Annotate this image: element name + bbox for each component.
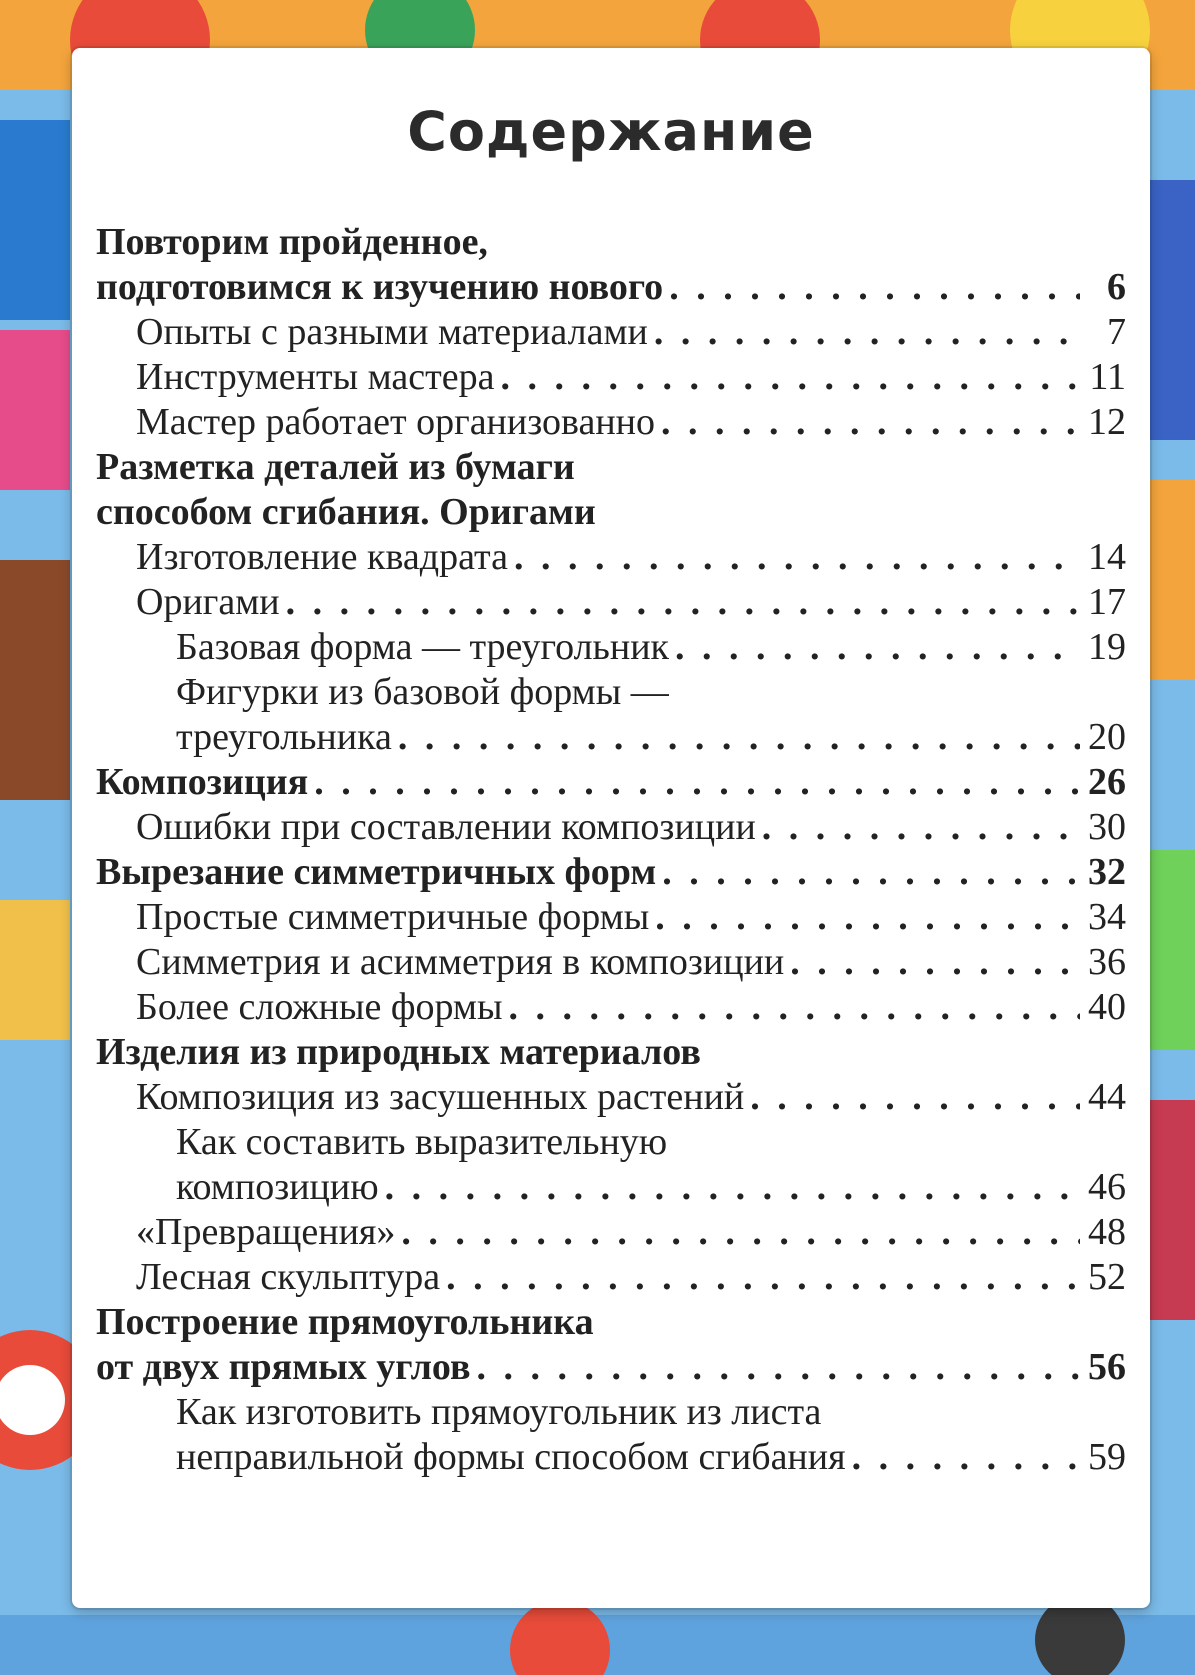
toc-page-number: 14: [1088, 536, 1126, 578]
toc-page-number: 11: [1089, 356, 1126, 398]
toc-page-number: 7: [1107, 311, 1126, 353]
toc-page-number: 46: [1088, 1166, 1126, 1208]
toc-line: [96, 445, 1126, 490]
toc-entry[interactable]: [96, 355, 1126, 400]
toc-entry-title: Лесная скульптура: [136, 1256, 441, 1298]
toc-page-number: 32: [1088, 851, 1126, 893]
toc-line: [96, 490, 1126, 535]
toc-entry-title: Вырезание симметричных форм: [96, 851, 657, 893]
toc-entry-title: подготовимся к изучению нового: [96, 266, 664, 308]
toc-page-number: 56: [1088, 1346, 1126, 1388]
toc-entry-title: композицию: [176, 1166, 379, 1208]
dot-leader: [401, 1210, 1080, 1255]
toc-entry-title: Инструменты мастера: [136, 356, 495, 398]
toc-page-number: 12: [1088, 401, 1126, 443]
toc-entry[interactable]: [96, 1255, 1126, 1300]
dot-leader: [852, 1435, 1080, 1480]
toc-entry[interactable]: [96, 445, 1126, 535]
toc-line: [96, 1345, 1126, 1390]
toc-page-number: 17: [1088, 581, 1126, 623]
toc-entry[interactable]: [96, 760, 1126, 805]
toc-line: [96, 1300, 1126, 1345]
toc-entry-title: «Превращения»: [136, 1211, 396, 1253]
toc-entry[interactable]: [96, 220, 1126, 310]
toc-entry[interactable]: [96, 310, 1126, 355]
toc-entry-title: Фигурки из базовой формы —: [176, 671, 669, 713]
dot-leader: [655, 895, 1080, 940]
toc-page-number: 40: [1088, 986, 1126, 1028]
toc-page-number: 44: [1088, 1076, 1126, 1118]
toc-line: [96, 985, 1126, 1030]
toc-entry[interactable]: [96, 1030, 1126, 1075]
toc-line: [96, 850, 1126, 895]
dot-leader: [661, 400, 1080, 445]
toc-line: [96, 1165, 1126, 1210]
toc-entry-title: способом сгибания. Оригами: [96, 491, 596, 533]
toc-entry[interactable]: [96, 400, 1126, 445]
toc-page-number: 19: [1088, 626, 1126, 668]
toc-entry-title: Построение прямоугольника: [96, 1301, 594, 1343]
toc-line: [96, 1435, 1126, 1480]
dot-leader: [654, 310, 1080, 355]
toc-page-number: 36: [1088, 941, 1126, 983]
toc-line: [96, 625, 1126, 670]
toc-line: [96, 715, 1126, 760]
toc-entry-title: Разметка деталей из бумаги: [96, 446, 575, 488]
toc-line: [96, 535, 1126, 580]
toc-entry-title: Композиция: [96, 761, 309, 803]
toc-entry-title: Базовая форма — треугольник: [176, 626, 670, 668]
toc-page-number: 59: [1088, 1436, 1126, 1478]
toc-entry[interactable]: [96, 670, 1126, 760]
toc-entry[interactable]: [96, 1210, 1126, 1255]
toc-entry-title: неправильной формы способом сгибания: [176, 1436, 846, 1478]
toc-page-number: 6: [1107, 266, 1126, 308]
toc-entry-title: треугольника: [176, 716, 392, 758]
toc-line: [96, 805, 1126, 850]
toc-line: [96, 1030, 1126, 1075]
toc-line: [96, 310, 1126, 355]
dot-leader: [750, 1075, 1080, 1120]
toc-entry-title: Композиция из засушенных растений: [136, 1076, 745, 1118]
toc-page-number: 20: [1088, 716, 1126, 758]
toc-entry-title: Симметрия и асимметрия в композиции: [136, 941, 785, 983]
table-of-contents: [96, 220, 1126, 1480]
toc-entry-title: Ошибки при составлении композиции: [136, 806, 756, 848]
toc-entry[interactable]: [96, 895, 1126, 940]
toc-entry-title: Как составить выразительную: [176, 1121, 668, 1163]
toc-entry-title: Мастер работает организованно: [136, 401, 655, 443]
dot-leader: [762, 805, 1080, 850]
toc-entry-title: Как изготовить прямоугольник из листа: [176, 1391, 822, 1433]
toc-entry-title: Простые симметричные формы: [136, 896, 650, 938]
dot-leader: [476, 1345, 1080, 1390]
toc-page-number: 30: [1088, 806, 1126, 848]
toc-entry[interactable]: [96, 580, 1126, 625]
dot-leader: [398, 715, 1080, 760]
toc-line: [96, 1210, 1126, 1255]
toc-entry-title: от двух прямых углов: [96, 1346, 471, 1388]
toc-line: [96, 1255, 1126, 1300]
contents-panel: [72, 48, 1150, 1608]
dot-leader: [286, 580, 1080, 625]
toc-line: [96, 940, 1126, 985]
dot-leader: [790, 940, 1080, 985]
toc-page-number: 52: [1088, 1256, 1126, 1298]
page-title: Содержание: [407, 100, 815, 163]
toc-entry[interactable]: [96, 625, 1126, 670]
dot-leader: [675, 625, 1080, 670]
dot-leader: [385, 1165, 1080, 1210]
toc-line: [96, 1120, 1126, 1165]
toc-entry[interactable]: [96, 805, 1126, 850]
toc-line: [96, 580, 1126, 625]
toc-line: [96, 355, 1126, 400]
dot-leader: [669, 265, 1080, 310]
toc-entry[interactable]: [96, 1390, 1126, 1480]
toc-line: [96, 895, 1126, 940]
toc-entry-title: Опыты с разными материалами: [136, 311, 648, 353]
toc-line: [96, 400, 1126, 445]
dot-leader: [500, 355, 1080, 400]
toc-line: [96, 220, 1126, 265]
dot-leader: [509, 985, 1080, 1030]
toc-entry[interactable]: [96, 1120, 1126, 1210]
toc-entry-title: Изготовление квадрата: [136, 536, 508, 578]
dot-leader: [662, 850, 1080, 895]
dot-leader: [314, 760, 1080, 805]
dot-leader: [514, 535, 1080, 580]
toc-page-number: 48: [1088, 1211, 1126, 1253]
toc-entry[interactable]: [96, 940, 1126, 985]
toc-entry-title: Повторим пройденное,: [96, 221, 488, 263]
toc-line: [96, 1390, 1126, 1435]
toc-page-number: 26: [1088, 761, 1126, 803]
toc-line: [96, 670, 1126, 715]
toc-line: [96, 1075, 1126, 1120]
toc-entry-title: Более сложные формы: [136, 986, 503, 1028]
dot-leader: [446, 1255, 1080, 1300]
toc-entry[interactable]: [96, 1300, 1126, 1390]
toc-entry[interactable]: [96, 535, 1126, 580]
toc-entry[interactable]: [96, 850, 1126, 895]
toc-line: [96, 760, 1126, 805]
toc-entry-title: Изделия из природных материалов: [96, 1031, 701, 1073]
toc-line: [96, 265, 1126, 310]
toc-entry[interactable]: [96, 1075, 1126, 1120]
toc-page-number: 34: [1088, 896, 1126, 938]
toc-entry[interactable]: [96, 985, 1126, 1030]
toc-entry-title: Оригами: [136, 581, 280, 623]
